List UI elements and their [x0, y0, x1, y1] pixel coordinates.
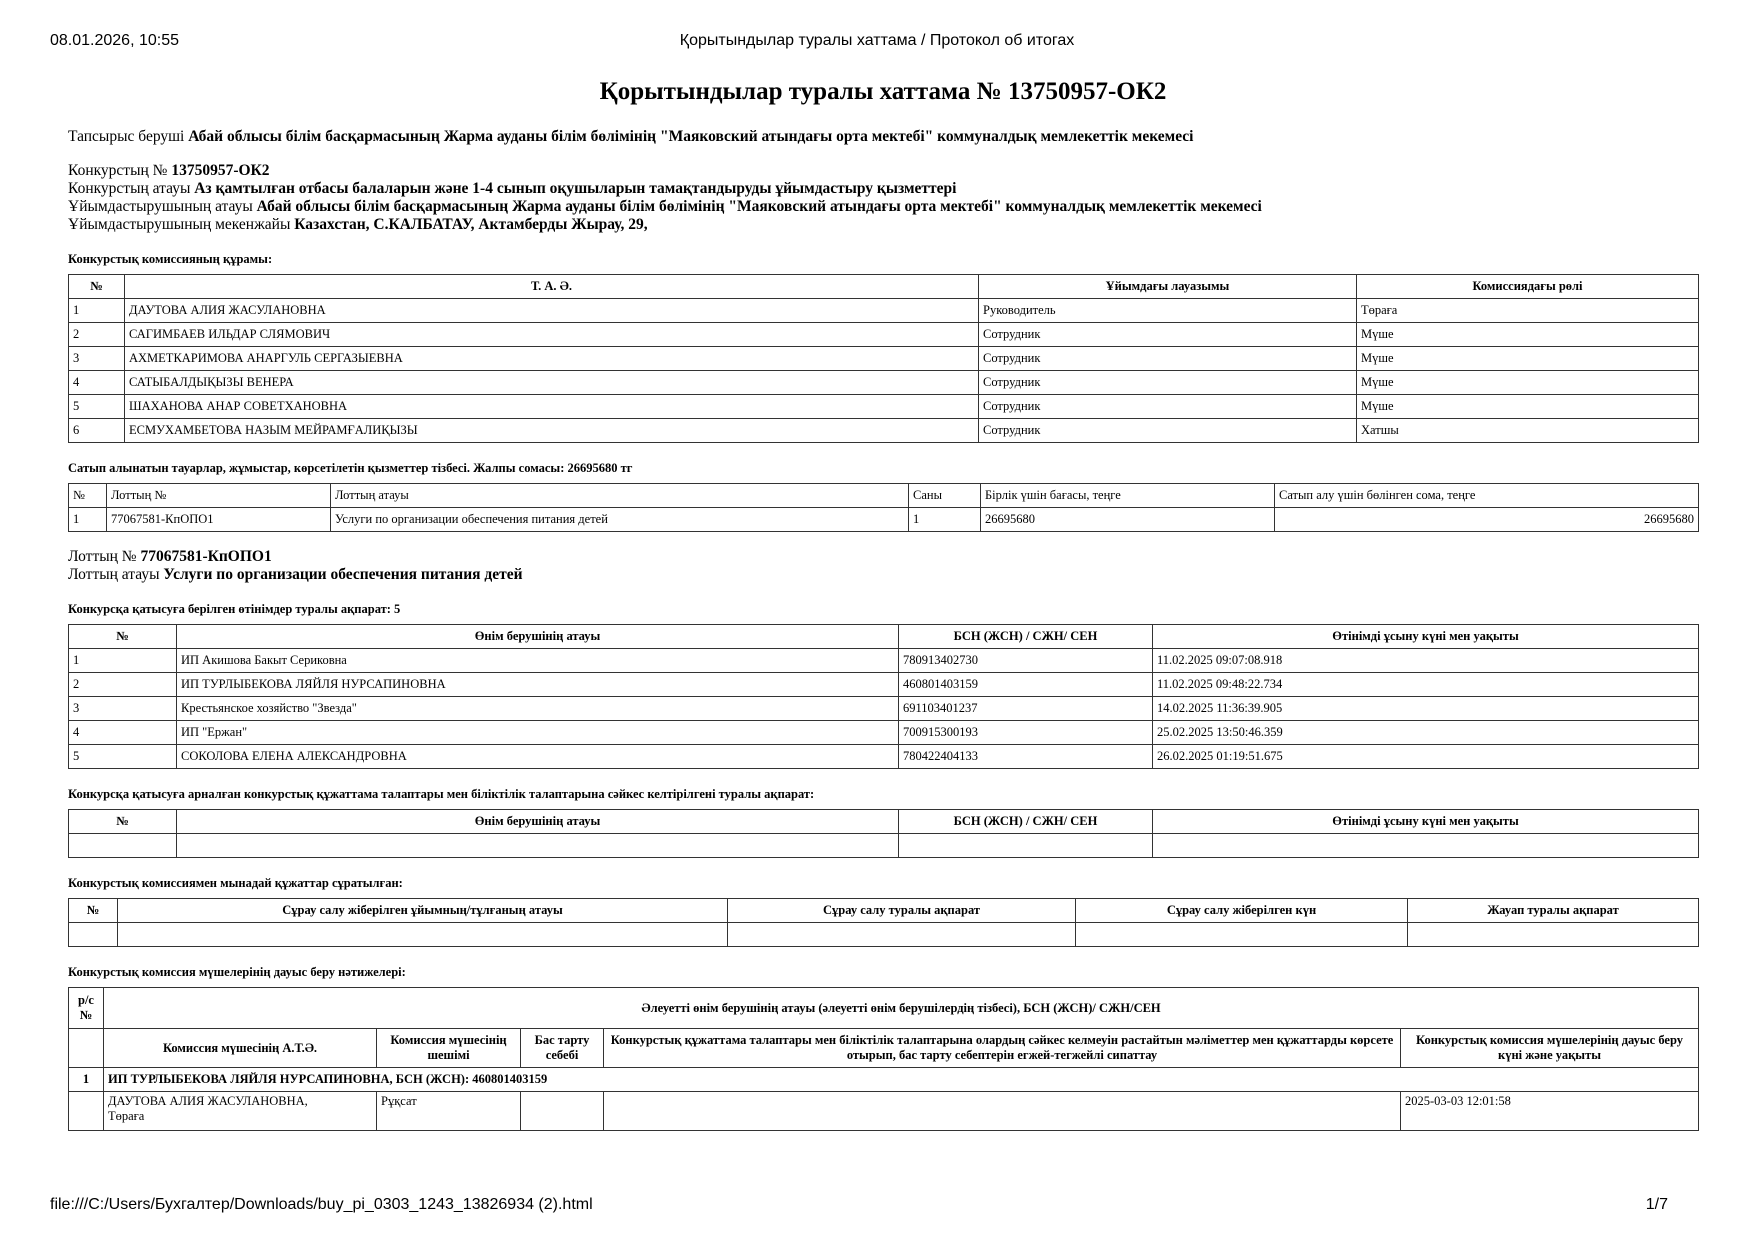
column-header	[69, 1029, 104, 1068]
table-cell: СОКОЛОВА ЕЛЕНА АЛЕКСАНДРОВНА	[177, 745, 899, 769]
print-header	[50, 32, 1704, 54]
table-header-row	[69, 484, 1699, 508]
lot-no-value: 77067581-КпОПО1	[140, 548, 272, 565]
table-row	[69, 673, 1699, 697]
column-header: Өтінімді ұсыну күні мен уақыты	[1153, 625, 1699, 649]
contest-no-value: 13750957-ОК2	[171, 162, 270, 179]
column-header: Комиссиядағы рөлі	[1357, 275, 1699, 299]
requests-table	[68, 898, 1699, 947]
table-cell	[1076, 923, 1408, 947]
table-cell: 11.02.2025 09:48:22.734	[1153, 673, 1699, 697]
table-cell	[69, 1092, 104, 1131]
compliance-section-title: Конкурсқа қатысуға арналған конкурстық құжаттама талаптары мен біліктілік талаптарына сәйкес келтірілгені туралы ақпарат:	[68, 787, 815, 801]
column-header: Сұрау салу туралы ақпарат	[728, 899, 1076, 923]
table-cell: 1	[909, 508, 981, 532]
commission-table	[68, 274, 1699, 443]
print-file-path: file:///C:/Users/Бухгалтер/Downloads/buy_pi_0303_1243_13826934 (2).html	[50, 1196, 593, 1213]
table-cell: ИП "Ержан"	[177, 721, 899, 745]
table-cell: САГИМБАЕВ ИЛЬДАР СЛЯМОВИЧ	[125, 323, 979, 347]
table-cell	[521, 1092, 604, 1131]
table-header-row	[69, 625, 1699, 649]
table-header-row	[69, 899, 1699, 923]
lot-name-label: Лоттың атауы	[68, 566, 160, 583]
table-row	[69, 323, 1699, 347]
table-cell: Услуги по организации обеспечения питания детей	[331, 508, 909, 532]
table-header-row	[69, 1029, 1699, 1068]
table-cell: Мүше	[1357, 371, 1699, 395]
table-cell: 6	[69, 419, 125, 443]
column-header: Комиссия мүшесінің шешімі	[377, 1029, 521, 1068]
table-cell: Мүше	[1357, 347, 1699, 371]
table-cell: 1	[69, 649, 177, 673]
print-footer	[50, 1196, 1704, 1218]
table-header-row	[69, 988, 1699, 1029]
table-row	[69, 1068, 1699, 1092]
address-label: Ұйымдастырушының мекенжайы	[68, 216, 291, 233]
table-cell: 2	[69, 323, 125, 347]
table-cell: Сотрудник	[979, 395, 1357, 419]
table-row	[69, 649, 1699, 673]
table-cell: 25.02.2025 13:50:46.359	[1153, 721, 1699, 745]
goods-section-title: Сатып алынатын тауарлар, жұмыстар, көрсетілетін қызметтер тізбесі. Жалпы сомасы: 26695680 тг	[68, 461, 633, 475]
table-cell: ДАУТОВА АЛИЯ ЖАСУЛАНОВНА	[125, 299, 979, 323]
column-header: Бірлік үшін бағасы, теңге	[981, 484, 1275, 508]
table-cell: Крестьянское хозяйство "Звезда"	[177, 697, 899, 721]
customer-value: Абай облысы білім басқармасының Жарма ауданы білім бөлімінің "Маяковский атындағы орта мектебі" коммуналдық мемлекеттік мекемесі	[188, 128, 1194, 145]
organizer-line	[68, 198, 1698, 216]
table-cell: ЕСМУХАМБЕТОВА НАЗЫМ МЕЙРАМҒАЛИҚЫЗЫ	[125, 419, 979, 443]
table-cell: 3	[69, 347, 125, 371]
lot-name-value: Услуги по организации обеспечения питания детей	[163, 566, 523, 583]
table-cell	[118, 923, 728, 947]
column-header: Ұйымдағы лауазымы	[979, 275, 1357, 299]
column-header: Конкурстық комиссия мүшелерінің дауыс беру күні және уақыты	[1401, 1029, 1699, 1068]
table-cell: 26695680	[981, 508, 1275, 532]
print-datetime: 08.01.2026, 10:55	[50, 32, 180, 49]
document-title: Қорытындылар туралы хаттама № 13750957-ОК2	[599, 78, 1167, 105]
column-header: №	[69, 899, 118, 923]
table-cell	[177, 834, 899, 858]
address-line	[68, 216, 1698, 234]
lot-no-label: Лоттың №	[68, 548, 137, 565]
customer-line	[68, 128, 1698, 146]
table-row	[69, 923, 1699, 947]
table-cell: 3	[69, 697, 177, 721]
print-page-number: 1/7	[1645, 1196, 1668, 1213]
table-cell: 4	[69, 721, 177, 745]
column-header: БСН (ЖСН) / СЖН/ СЕН	[899, 810, 1153, 834]
table-cell: 5	[69, 745, 177, 769]
column-header: №	[69, 625, 177, 649]
column-header: Өтінімді ұсыну күні мен уақыты	[1153, 810, 1699, 834]
voting-section-title: Конкурстық комиссия мүшелерінің дауыс беру нәтижелері:	[68, 965, 406, 979]
lot-no-line	[68, 548, 1698, 566]
table-cell: Рұқсат	[377, 1092, 521, 1131]
contest-name-value: Аз қамтылған отбасы балаларын және 1-4 сынып оқушыларын тамақтандыруды ұйымдастыру қызметтері	[194, 180, 957, 197]
column-header: Жауап туралы ақпарат	[1408, 899, 1699, 923]
table-row	[69, 419, 1699, 443]
column-header: Бас тарту себебі	[521, 1029, 604, 1068]
organizer-label: Ұйымдастырушының атауы	[68, 198, 253, 215]
table-cell: Сотрудник	[979, 347, 1357, 371]
table-cell: 2025-03-03 12:01:58	[1401, 1092, 1699, 1131]
column-header: №	[69, 484, 107, 508]
table-cell	[1408, 923, 1699, 947]
table-cell: Сотрудник	[979, 323, 1357, 347]
table-cell: Сотрудник	[979, 371, 1357, 395]
table-row	[69, 745, 1699, 769]
table-cell: 4	[69, 371, 125, 395]
table-cell: 1	[69, 508, 107, 532]
column-header: Т. А. Ә.	[125, 275, 979, 299]
table-cell: ИП ТУРЛЫБЕКОВА ЛЯЙЛЯ НУРСАПИНОВНА	[177, 673, 899, 697]
address-value: Казахстан, С.КАЛБАТАУ, Актамберды Жырау, 29,	[294, 216, 648, 233]
table-row	[69, 697, 1699, 721]
applications-table	[68, 624, 1699, 769]
table-cell: 26.02.2025 01:19:51.675	[1153, 745, 1699, 769]
table-cell: САТЫБАЛДЫҚЫЗЫ ВЕНЕРА	[125, 371, 979, 395]
column-header: Лоттың атауы	[331, 484, 909, 508]
table-cell: Хатшы	[1357, 419, 1699, 443]
print-page-title: Қорытындылар туралы хаттама / Протокол об итогах	[679, 32, 1075, 49]
column-header: Өнім берушінің атауы	[177, 810, 899, 834]
column-header: р/с №	[69, 988, 104, 1029]
table-row	[69, 395, 1699, 419]
table-cell: АХМЕТКАРИМОВА АНАРГУЛЬ СЕРГАЗЫЕВНА	[125, 347, 979, 371]
table-cell: ИП ТУРЛЫБЕКОВА ЛЯЙЛЯ НУРСАПИНОВНА, БСН (ЖСН): 460801403159	[104, 1068, 1699, 1092]
table-row	[69, 508, 1699, 532]
table-cell: 77067581-КпОПО1	[107, 508, 331, 532]
table-cell	[1153, 834, 1699, 858]
table-header-row	[69, 275, 1699, 299]
column-header: Әлеуетті өнім берушінің атауы (әлеуетті өнім берушілердің тізбесі), БСН (ЖСН)/ СЖН/СЕН	[104, 988, 1699, 1029]
table-cell: Төраға	[1357, 299, 1699, 323]
member-role: Төраға	[108, 1109, 145, 1123]
commission-section-title: Конкурстық комиссияның құрамы:	[68, 252, 273, 266]
table-cell	[104, 1092, 377, 1131]
table-row	[69, 299, 1699, 323]
column-header: Саны	[909, 484, 981, 508]
voting-table	[68, 987, 1699, 1131]
organizer-value: Абай облысы білім басқармасының Жарма ауданы білім бөлімінің "Маяковский атындағы орта мектебі" коммуналдық мемлекеттік мекемесі	[256, 198, 1262, 215]
column-header: №	[69, 275, 125, 299]
lot-name-line	[68, 566, 1698, 584]
table-row	[69, 721, 1699, 745]
table-cell	[728, 923, 1076, 947]
document-body	[68, 78, 1698, 1131]
table-cell: 700915300193	[899, 721, 1153, 745]
table-cell: 5	[69, 395, 125, 419]
table-cell: 1	[69, 299, 125, 323]
column-header: Комиссия мүшесінің А.Т.Ә.	[104, 1029, 377, 1068]
column-header: БСН (ЖСН) / СЖН/ СЕН	[899, 625, 1153, 649]
compliance-table	[68, 809, 1699, 858]
table-cell: Сотрудник	[979, 419, 1357, 443]
table-cell: ШАХАНОВА АНАР СОВЕТХАНОВНА	[125, 395, 979, 419]
table-cell: 780913402730	[899, 649, 1153, 673]
table-cell: 26695680	[1275, 508, 1699, 532]
applications-section-title: Конкурсқа қатысуға берілген өтінімдер туралы ақпарат: 5	[68, 602, 401, 616]
table-cell	[69, 923, 118, 947]
column-header: Сұрау салу жіберілген ұйымның/тұлғаның атауы	[118, 899, 728, 923]
table-cell: 460801403159	[899, 673, 1153, 697]
column-header: №	[69, 810, 177, 834]
table-row	[69, 834, 1699, 858]
customer-label: Тапсырыс беруші	[68, 128, 185, 145]
table-cell	[899, 834, 1153, 858]
table-row	[69, 347, 1699, 371]
table-cell: Мүше	[1357, 323, 1699, 347]
table-cell: 11.02.2025 09:07:08.918	[1153, 649, 1699, 673]
table-row	[69, 1092, 1699, 1131]
table-header-row	[69, 810, 1699, 834]
table-cell: ИП Акишова Бакыт Сериковна	[177, 649, 899, 673]
table-cell: 1	[69, 1068, 104, 1092]
contest-name-label: Конкурстың атауы	[68, 180, 191, 197]
table-cell: Руководитель	[979, 299, 1357, 323]
column-header: Өнім берушінің атауы	[177, 625, 899, 649]
column-header: Сұрау салу жіберілген күн	[1076, 899, 1408, 923]
column-header: Лоттың №	[107, 484, 331, 508]
table-cell: 2	[69, 673, 177, 697]
table-cell: 780422404133	[899, 745, 1153, 769]
contest-no-line	[68, 162, 1698, 180]
contest-no-label: Конкурстың №	[68, 162, 168, 179]
column-header: Сатып алу үшін бөлінген сома, теңге	[1275, 484, 1699, 508]
table-cell: 14.02.2025 11:36:39.905	[1153, 697, 1699, 721]
contest-name-line	[68, 180, 1698, 198]
table-cell	[604, 1092, 1401, 1131]
column-header: Конкурстық құжаттама талаптары мен біліктілік талаптарына олардың сәйкес келмеуін растайтын мәліметтер мен құжаттарды көрсете отырып, бас тарту себептерін егжей-тегжейлі сипаттау	[604, 1029, 1401, 1068]
requests-section-title: Конкурстық комиссиямен мынадай құжаттар сұратылған:	[68, 876, 403, 890]
table-cell: 691103401237	[899, 697, 1153, 721]
table-cell	[69, 834, 177, 858]
member-name: ДАУТОВА АЛИЯ ЖАСУЛАНОВНА,	[108, 1094, 308, 1108]
table-cell: Мүше	[1357, 395, 1699, 419]
table-row	[69, 371, 1699, 395]
goods-table	[68, 483, 1699, 532]
